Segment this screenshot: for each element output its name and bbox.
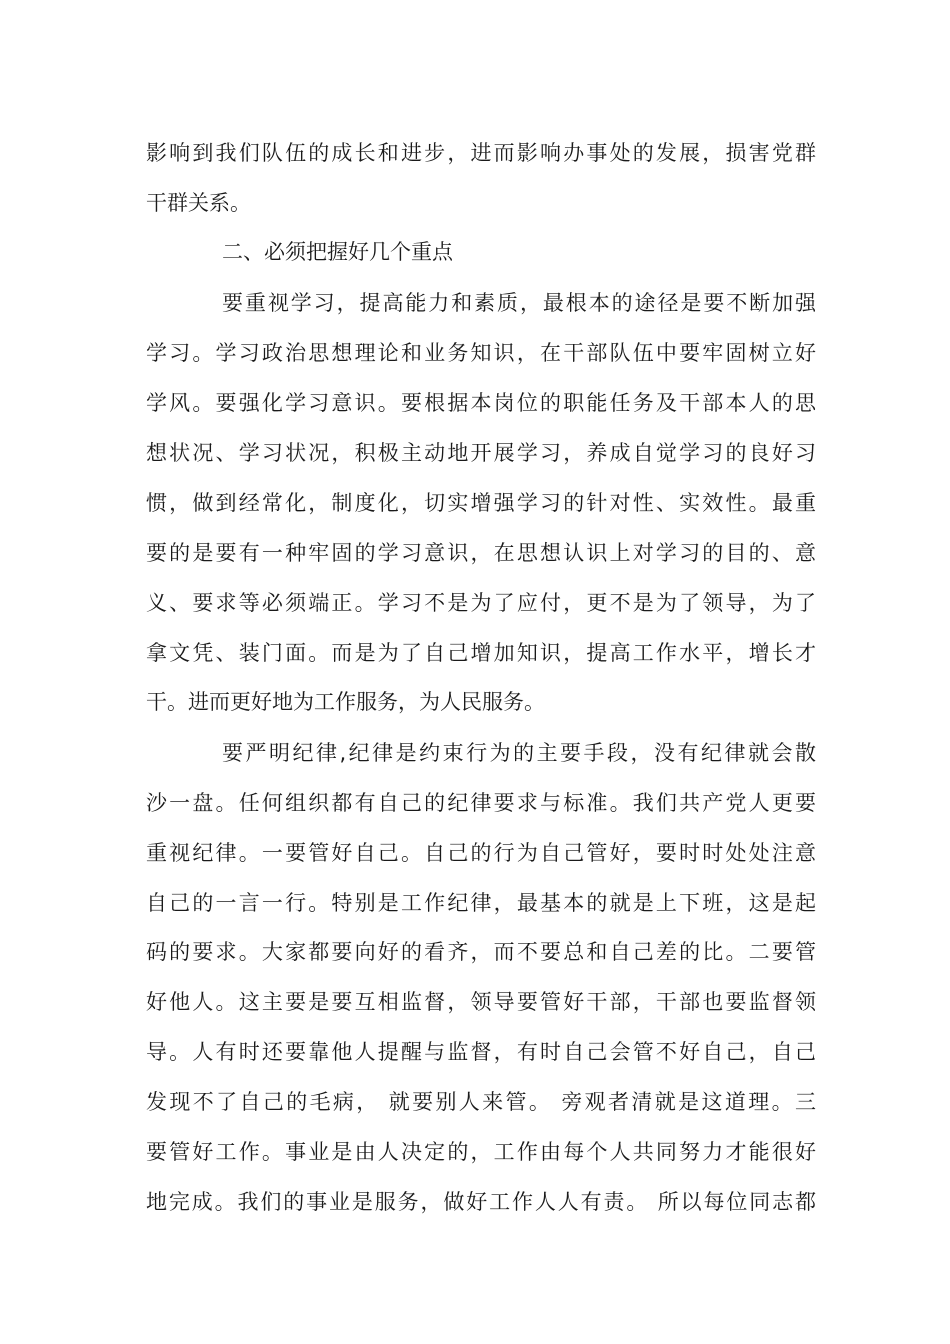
study-line-3: 学风。要强化学习意识。要根据本岗位的职能任务及干部本人的思 — [146, 391, 816, 415]
discipline-line-2: 沙一盘。任何组织都有自己的纪律要求与标准。我们共产党人更要 — [146, 791, 816, 815]
study-line-8: 拿文凭、装门面。而是为了自己增加知识，提高工作水平，增长才 — [146, 641, 816, 665]
study-line-6: 要的是要有一种牢固的学习意识，在思想认识上对学习的目的、意 — [146, 541, 816, 565]
study-line-7: 义、要求等必须端正。学习不是为了应付，更不是为了领导，为了 — [146, 591, 816, 615]
discipline-line-9: 要管好工作。事业是由人决定的，工作由每个人共同努力才能很好 — [146, 1140, 816, 1164]
section-heading: 二、必须把握好几个重点 — [222, 240, 453, 264]
study-line-9: 干。进而更好地为工作服务，为人民服务。 — [146, 690, 545, 714]
discipline-line-6: 好他人。这主要是要互相监督，领导要管好干部，干部也要监督领 — [146, 990, 816, 1014]
discipline-line-5: 码的要求。大家都要向好的看齐，而不要总和自己差的比。二要管 — [146, 940, 816, 964]
discipline-line-10: 地完成。我们的事业是服务，做好工作人人有责。 所以每位同志都 — [146, 1190, 816, 1214]
discipline-line-1: 要严明纪律,纪律是约束行为的主要手段，没有纪律就会散 — [222, 741, 816, 765]
intro-line-1: 影响到我们队伍的成长和进步，进而影响办事处的发展，损害党群 — [146, 141, 816, 165]
study-line-5: 惯，做到经常化，制度化，切实增强学习的针对性、实效性。最重 — [146, 491, 816, 515]
discipline-line-3: 重视纪律。一要管好自己。自己的行为自己管好，要时时处处注意 — [146, 841, 816, 865]
study-line-2: 学习。学习政治思想理论和业务知识，在干部队伍中要牢固树立好 — [146, 341, 816, 365]
discipline-line-8: 发现不了自己的毛病， 就要别人来管。 旁观者清就是这道理。三 — [146, 1090, 816, 1114]
study-line-1: 要重视学习，提高能力和素质，最根本的途径是要不断加强 — [222, 291, 816, 315]
discipline-line-4: 自己的一言一行。特别是工作纪律，最基本的就是上下班，这是起 — [146, 891, 816, 915]
study-line-4: 想状况、学习状况，积极主动地开展学习，养成自觉学习的良好习 — [146, 441, 816, 465]
intro-line-2: 干群关系。 — [146, 191, 251, 215]
discipline-line-7: 导。人有时还要靠他人提醒与监督，有时自己会管不好自己，自己 — [146, 1040, 816, 1064]
